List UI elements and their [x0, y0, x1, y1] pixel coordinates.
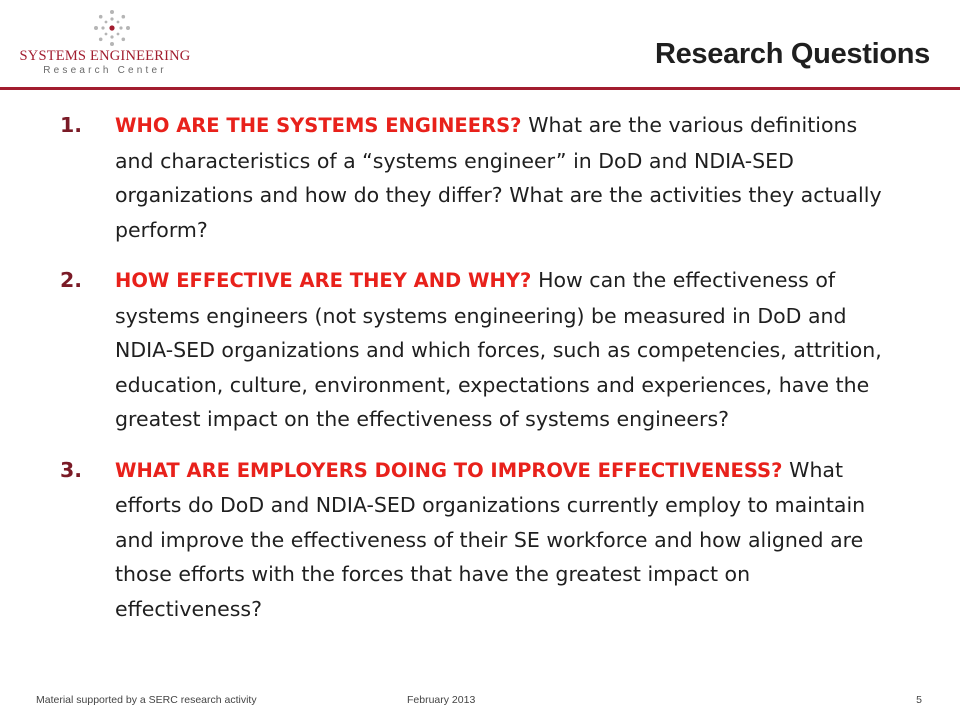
title-divider [0, 87, 960, 90]
logo-text-primary: SYSTEMS ENGINEERING [19, 48, 191, 64]
research-question-1 [60, 108, 900, 247]
question-number: 3. [60, 457, 83, 482]
question-body: What are the various definitions and characteristics of a “systems engineer” in DoD and NDIA-SED organizations and how do they differ? What are the activities they actually perform? [115, 113, 882, 242]
question-body: What efforts do DoD and NDIA-SED organizations currently employ to maintain and improve the effectiveness of their SE workforce and how aligned are those efforts with the forces that have the greatest impact on effectiveness? [115, 457, 866, 621]
question-heading: WHO ARE THE SYSTEMS ENGINEERS? [115, 114, 529, 137]
serc-logo-mark-icon [92, 8, 132, 48]
question-heading: HOW EFFECTIVE ARE THEY AND WHY? [115, 269, 539, 292]
question-number: 2. [60, 268, 83, 292]
question-heading: WHAT ARE EMPLOYERS DOING TO IMPROVE EFFECTIVENESS? [115, 458, 790, 482]
slide-title: Research Questions [654, 38, 930, 70]
research-question-3 [60, 453, 900, 627]
footer-date: February 2013 [407, 694, 476, 706]
serc-logo [16, 8, 194, 78]
research-question-list [60, 108, 900, 626]
page-number: 5 [916, 694, 922, 706]
logo-text-secondary: Research Center [43, 65, 167, 76]
question-number: 1. [60, 113, 83, 137]
research-question-2 [60, 263, 900, 437]
question-body: How can the effectiveness of systems engineers (not systems engineering) be measured in DoD and NDIA-SED organizations and which forces, such as competencies, attrition, education, culture, environment, expectations and experiences, have the greatest impact on the effectiveness of systems engineers? [115, 268, 882, 431]
footer-attribution: Material supported by a SERC research activity [36, 694, 257, 706]
